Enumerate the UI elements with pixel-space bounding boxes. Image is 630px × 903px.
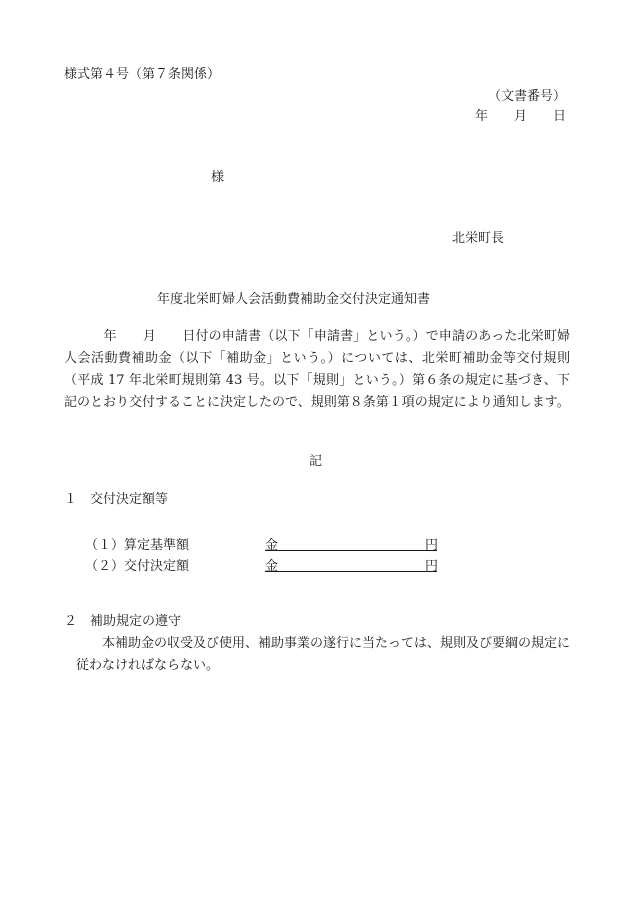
amount-label: （２）交付決定額 — [85, 559, 190, 574]
body-paragraph — [64, 326, 570, 414]
date-line: 年 月 日 — [474, 109, 566, 124]
kin-label: 金 — [265, 538, 279, 553]
amount-underline — [265, 550, 437, 551]
section1-heading: １ 交付決定額等 — [64, 492, 169, 507]
section2 — [64, 611, 570, 677]
section2-heading: ２ 補助規定の遵守 — [64, 614, 182, 629]
doc-number: （文書番号） — [487, 89, 566, 104]
ki-label: 記 — [309, 454, 323, 469]
yen-label: 円 — [425, 559, 439, 574]
kin-label: 金 — [265, 559, 279, 574]
form-id: 様式第４号（第７条関係） — [64, 67, 221, 82]
addressee-suffix: 様 — [211, 170, 225, 185]
yen-label: 円 — [425, 538, 439, 553]
issuer: 北栄町長 — [452, 231, 505, 246]
amount-row-decision — [85, 555, 445, 573]
amount-label: （１）算定基準額 — [85, 538, 190, 553]
section2-body: 本補助金の収受及び使用、補助事業の遂行に当たっては、規則及び要綱の規定に従わなければならない。 — [76, 636, 571, 673]
amount-underline — [265, 571, 437, 572]
amount-row-base — [85, 534, 445, 552]
document-title: 年度北栄町婦人会活動費補助金交付決定通知書 — [157, 292, 431, 307]
body-text: 年 月 日付の申請書（以下「申請書」という。）で申請のあった北栄町婦人会活動費補助金（以下「補助金」という。）については、北栄町補助金等交付規則（平成 17 年北栄町規則第 43 号。以下「規則」という。）第６条の規定に基づき、下記のとおり交付することに決定したので、規則第８条第１項の規定により通知します。 — [64, 329, 570, 410]
